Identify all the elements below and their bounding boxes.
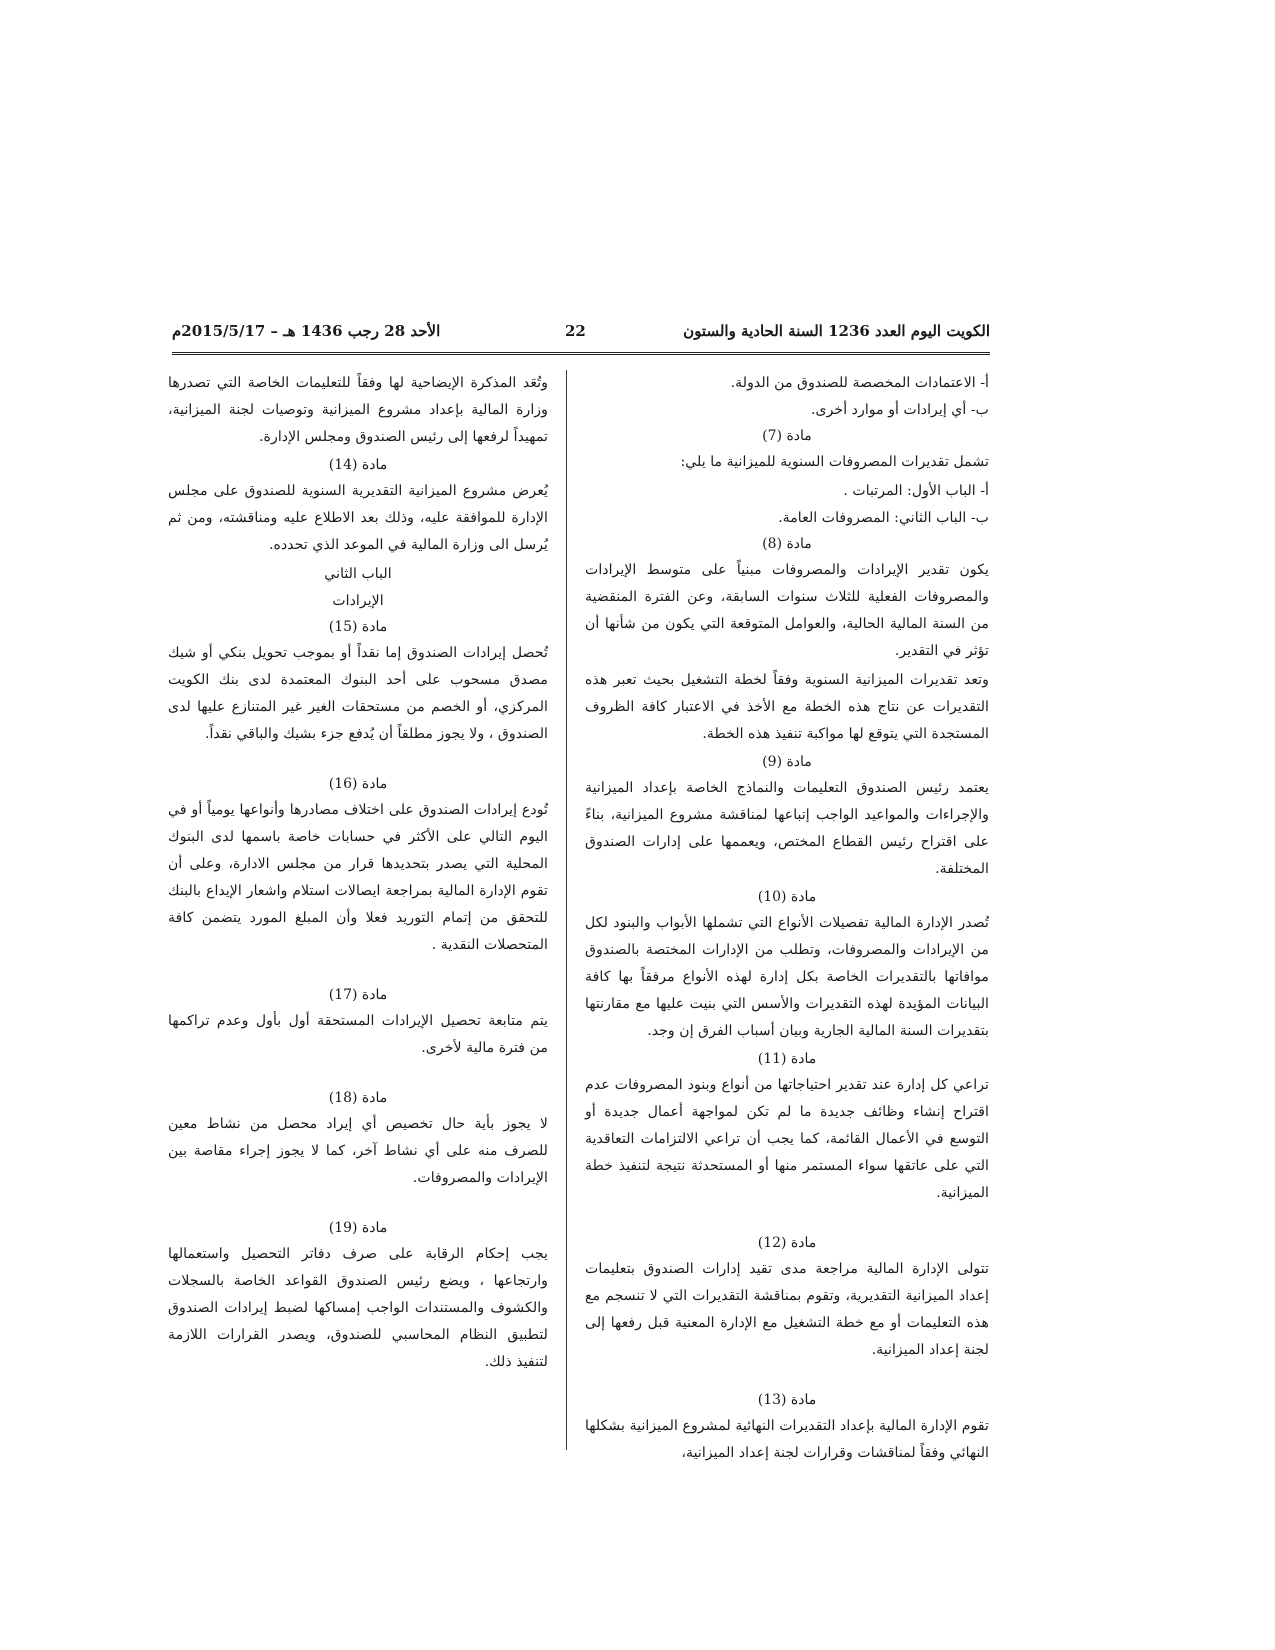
article-18-title: مادة (18)	[328, 1090, 388, 1106]
article-12-title: مادة (12)	[757, 1235, 817, 1251]
article-16-title: مادة (16)	[328, 776, 388, 792]
gazette-title: الكويت اليوم العدد 1236 السنة الحادية والستون	[683, 322, 990, 340]
article-19-title: مادة (19)	[328, 1220, 388, 1236]
article-8-paragraph-2: وتعد تقديرات الميزانية السنوية وفقاً لخطة التشغيل بحيث تعبر هذه التقديرات عن نتاج هذه الخطة مع الأخذ في الاعتبار كافة الظروف المستجدة التي يتوقع لها مواكبة تنفيذ هذه الخطة.	[585, 672, 989, 742]
chapter-heading: الباب الثاني	[324, 566, 392, 582]
chapter-title: الإيرادات	[332, 593, 384, 609]
article-19-text: يجب إحكام الرقابة على صرف دفاتر التحصيل واستعمالها وارتجاعها ، ويضع رئيس الصندوق القواعد الخاصة بالسجلات والكشوف والمستندات الواجب إمساكها لضبط إيرادات الصندوق لتطبيق النظام المحاسبي للصندوق، ويصدر القرارات اللازمة لتنفيذ ذلك.	[168, 1246, 548, 1370]
article-13-title: مادة (13)	[757, 1392, 817, 1408]
item-a: أ- الاعتمادات المخصصة للصندوق من الدولة.	[730, 375, 989, 391]
article-12-text: تتولى الإدارة المالية مراجعة مدى تقيد إدارات الصندوق بتعليمات إعداد الميزانية التقديرية، وتقوم بمناقشة التقديرات التي لا تنسجم مع هذه التعليمات أو مع خطة التشغيل مع الإدارة المعنية قبل رفعها إلى لجنة إعداد الميزانية.	[585, 1261, 989, 1358]
intro-paragraph: وتُعَد المذكرة الإيضاحية لها وفقاً للتعليمات الخاصة التي تصدرها وزارة المالية بإعداد مشروع الميزانية وتوصيات لجنة الميزانية، تمهيداً لرفعها إلى رئيس الصندوق ومجلس الإدارة.	[168, 375, 548, 445]
article-8-title: مادة (8)	[762, 536, 812, 552]
article-17-text: يتم متابعة تحصيل الإيرادات المستحقة أول بأول وعدم تراكمها من فترة مالية لأخرى.	[168, 1013, 548, 1056]
article-10-text: تُصدر الإدارة المالية تفصيلات الأنواع التي تشملها الأبواب والبنود لكل من الإيرادات والمصروفات، وتطلب من الإدارات المختصة بالصندوق موافاتها بالتقديرات الخاصة بكل إدارة لهذه الأنواع مرفقاً بها كافة البيانات المؤيدة لهذه التقديرات والأسس التي بنيت عليها مع مقارنتها بتقديرات السنة المالية الجارية وبيان أسباب الفرق إن وجد.	[585, 915, 989, 1039]
article-15-title: مادة (15)	[328, 619, 388, 635]
article-17-title: مادة (17)	[328, 987, 388, 1003]
article-14-title: مادة (14)	[328, 457, 388, 473]
article-7-text: تشمل تقديرات المصروفات السنوية للميزانية ما يلي:	[680, 454, 989, 470]
article-7-title: مادة (7)	[762, 428, 812, 444]
article-8-paragraph-1: يكون تقدير الإيرادات والمصروفات مبنياً على متوسط الإيرادات والمصروفات الفعلية للثلاث سنوات السابقة، وعن الفترة المنقضية من السنة المالية الحالية، والعوامل المتوقعة التي يكون من شأنها أن تؤثر في التقدير.	[585, 562, 989, 659]
article-7-item-a: أ- الباب الأول: المرتبات .	[843, 483, 989, 499]
left-column	[168, 370, 548, 1378]
page-header	[172, 318, 990, 348]
article-10-title: مادة (10)	[757, 889, 817, 905]
page-number: 22	[565, 322, 586, 340]
article-15-text: تُحصل إيرادات الصندوق إما نقداً أو بموجب تحويل بنكي أو شيك مصدق مسحوب على أحد البنوك المعتمدة لدى بنك الكويت المركزي، أو الخصم من مستحقات الغير غير المتنازع عليها لدى الصندوق ، ولا يجوز مطلقاً أن يُدفع جزء بشيك والباقي نقداً.	[168, 645, 548, 742]
item-b: ب- أي إيرادات أو موارد أخرى.	[810, 402, 989, 418]
right-column	[585, 370, 989, 1469]
article-9-title: مادة (9)	[762, 754, 812, 770]
article-11-title: مادة (11)	[757, 1051, 817, 1067]
article-13-text: تقوم الإدارة المالية بإعداد التقديرات النهائية لمشروع الميزانية بشكلها النهائي وفقاً لمناقشات وقرارات لجنة إعداد الميزانية،	[585, 1418, 989, 1461]
column-divider	[566, 370, 567, 1450]
issue-date: الأحد 28 رجب 1436 هـ – 2015/5/17م	[172, 322, 441, 340]
article-9-text: يعتمد رئيس الصندوق التعليمات والنماذج الخاصة بإعداد الميزانية والإجراءات والمواعيد الواجب إتباعها لمناقشة مشروع الميزانية، بناءً على اقتراح رئيس القطاع المختص، ويعممها على إدارات الصندوق المختلفة.	[585, 780, 989, 877]
article-7-item-b: ب- الباب الثاني: المصروفات العامة.	[778, 510, 989, 526]
header-rule	[172, 352, 990, 355]
article-18-text: لا يجوز بأية حال تخصيص أي إيراد محصل من نشاط معين للصرف منه على أي نشاط آخر، كما لا يجوز إجراء مقاصة بين الإيرادات والمصروفات.	[168, 1116, 548, 1186]
article-14-text: يُعرض مشروع الميزانية التقديرية السنوية للصندوق على مجلس الإدارة للموافقة عليه، وذلك بعد الاطلاع عليه ومناقشته، ومن ثم يُرسل الى وزارة المالية في الموعد الذي تحدده.	[168, 483, 548, 553]
article-16-text: تُودع إيرادات الصندوق على اختلاف مصادرها وأنواعها يومياً أو في اليوم التالي على الأكثر في حسابات خاصة باسمها لدى البنوك المحلية التي يصدر بتحديدها قرار من مجلس الادارة، وعلى أن تقوم الإدارة المالية بمراجعة ايصالات استلام واشعار الإيداع بالبنك للتحقق من إتمام التوريد فعلا وأن المبلغ المورد يتضمن كافة المتحصلات النقدية .	[168, 802, 548, 953]
article-11-text: تراعي كل إدارة عند تقدير احتياجاتها من أنواع وبنود المصروفات عدم اقتراح إنشاء وظائف جديدة ما لم تكن لمواجهة أعمال جديدة أو التوسع في الأعمال القائمة، كما يجب أن تراعي الالتزامات التعاقدية التي على عاتقها سواء المستمر منها أو المستحدثة نتيجة لتنفيذ خطة الميزانية.	[585, 1077, 989, 1201]
